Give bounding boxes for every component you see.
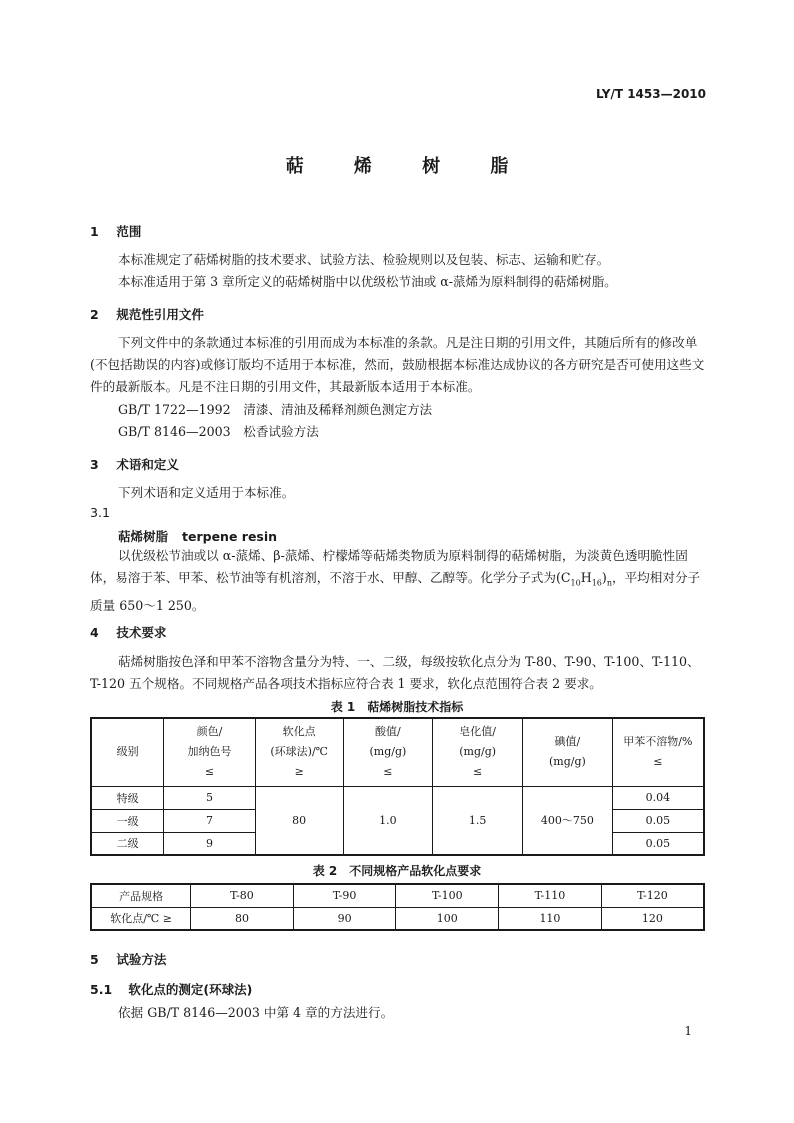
section-title: 范围 xyxy=(116,224,142,239)
header-acid-value: 酸值/ (mg/g) ≤ xyxy=(343,718,433,786)
cell-spec: T-100 xyxy=(396,884,499,907)
definition-text: ) xyxy=(601,570,607,585)
cell-color: 5 xyxy=(164,786,256,809)
caption-text: 不同规格产品软化点要求 xyxy=(349,864,482,878)
cell-acid-value: 1.0 xyxy=(343,786,433,855)
subsection-title: 软化点的测定(环球法) xyxy=(128,982,253,997)
definition-text: ，平均相对分子质量 650～1 250。 xyxy=(90,570,701,613)
terms-intro: 下列术语和定义适用于本标准。 xyxy=(118,485,295,500)
cell-spec: T-110 xyxy=(499,884,602,907)
table-row xyxy=(91,786,704,809)
header-grade: 级别 xyxy=(91,718,164,786)
cell-grade: 特级 xyxy=(91,786,164,809)
header-color: 颜色/ 加纳色号 ≤ xyxy=(164,718,256,786)
header-softening-point: 软化点 (环球法)/℃ ≥ xyxy=(255,718,343,786)
cell-spec: T-120 xyxy=(601,884,704,907)
cell-softening-value: 100 xyxy=(396,907,499,930)
section-title: 术语和定义 xyxy=(116,457,179,472)
section-title: 技术要求 xyxy=(116,625,167,640)
cell-softening-label: 软化点/℃ ≥ xyxy=(91,907,191,930)
reference-gb8146: GB/T 8146—2003 松香试验方法 xyxy=(118,424,319,439)
scope-paragraph-1: 本标准规定了萜烯树脂的技术要求、试验方法、检验规则以及包装、标志、运输和贮存。 xyxy=(118,252,610,267)
table-1 xyxy=(90,717,705,856)
cell-spec: T-80 xyxy=(191,884,294,907)
section-2-heading xyxy=(90,305,204,323)
term-chinese: 萜烯树脂 xyxy=(118,529,169,544)
caption-text: 萜烯树脂技术指标 xyxy=(367,700,464,714)
cell-toluene-insolubles: 0.05 xyxy=(612,832,704,855)
subscript: 16 xyxy=(591,578,602,588)
header-iodine-value: 碘值/ (mg/g) xyxy=(523,718,613,786)
page-number: 1 xyxy=(684,1024,692,1038)
table-header-row xyxy=(91,718,704,786)
cell-toluene-insolubles: 0.04 xyxy=(612,786,704,809)
cell-color: 7 xyxy=(164,809,256,832)
table-2-caption xyxy=(0,862,794,879)
test-method-paragraph: 依据 GB/T 8146—2003 中第 4 章的方法进行。 xyxy=(118,1005,394,1020)
section-number: 1 xyxy=(90,224,99,239)
section-3-heading xyxy=(90,455,179,473)
cell-saponification-value: 1.5 xyxy=(433,786,523,855)
cell-grade: 一级 xyxy=(91,809,164,832)
header-toluene-insolubles: 甲苯不溶物/% ≤ xyxy=(612,718,704,786)
section-title: 试验方法 xyxy=(116,952,167,967)
cell-softening-point: 80 xyxy=(255,786,343,855)
section-number: 2 xyxy=(90,307,99,322)
cell-iodine-value: 400～750 xyxy=(523,786,613,855)
cell-softening-value: 90 xyxy=(293,907,396,930)
section-number: 4 xyxy=(90,625,99,640)
subsection-number: 5.1 xyxy=(90,982,113,997)
standard-code: LY/T 1453—2010 xyxy=(595,87,706,101)
term-entry xyxy=(118,527,277,545)
subscript: 10 xyxy=(570,578,581,588)
normative-references-paragraph: 下列文件中的条款通过本标准的引用而成为本标准的条款。凡是注日期的引用文件，其随后所有的修改单(不包括勘误的内容)或修订版均不适用于本标准，然而，鼓励根据本标准达成协议的各方研究是否可使用这些文件的最新版本。凡是不注日期的引用文件，其最新版本适用于本标准。 xyxy=(90,335,705,394)
reference-gb1722: GB/T 1722—1992 清漆、清油及稀释剂颜色测定方法 xyxy=(118,402,433,417)
cell-softening-value: 110 xyxy=(499,907,602,930)
subsection-5-1-heading xyxy=(90,980,252,998)
cell-spec: T-90 xyxy=(293,884,396,907)
table-2 xyxy=(90,883,705,931)
scope-paragraph-2: 本标准适用于第 3 章所定义的萜烯树脂中以优级松节油或 α-蒎烯为原料制得的萜烯树脂。 xyxy=(118,274,617,289)
table-row xyxy=(91,884,704,907)
section-4-heading xyxy=(90,623,166,641)
cell-softening-value: 80 xyxy=(191,907,294,930)
header-saponification-value: 皂化值/ (mg/g) ≤ xyxy=(433,718,523,786)
caption-number: 表 2 xyxy=(312,864,338,878)
cell-grade: 二级 xyxy=(91,832,164,855)
subscript: n xyxy=(606,578,612,588)
caption-number: 表 1 xyxy=(330,700,356,714)
section-number: 3 xyxy=(90,457,99,472)
section-title: 规范性引用文件 xyxy=(116,307,204,322)
cell-color: 9 xyxy=(164,832,256,855)
term-english: terpene resin xyxy=(182,529,278,544)
cell-softening-value: 120 xyxy=(601,907,704,930)
section-5-heading xyxy=(90,950,166,968)
section-1-heading xyxy=(90,222,141,240)
section-number: 5 xyxy=(90,952,99,967)
table-row xyxy=(91,907,704,930)
document-title: 萜 烯 树 脂 xyxy=(285,156,531,177)
technical-requirements-paragraph: 萜烯树脂按色泽和甲苯不溶物含量分为特、一、二级，每级按软化点分为 T-80、T-90、T-100、T-110、T-120 五个规格。不同规格产品各项技术指标应符合表 1 要求，软化点范围符合表 2 要求。 xyxy=(90,654,700,691)
subsection-number: 3.1 xyxy=(90,505,111,520)
definition-text: H xyxy=(580,570,592,585)
cell-toluene-insolubles: 0.05 xyxy=(612,809,704,832)
cell-spec-label: 产品规格 xyxy=(91,884,191,907)
definition-text: 以优级松节油或以 α-蒎烯、β-蒎烯、柠檬烯等萜烯类物质为原料制得的萜烯树脂，为淡黄色透明脆性固体，易溶于苯、甲苯、松节油等有机溶剂，不溶于水、甲醇、乙醇等。化学分子式为(C xyxy=(90,548,688,585)
table-1-caption xyxy=(0,698,794,715)
term-definition xyxy=(90,545,708,617)
